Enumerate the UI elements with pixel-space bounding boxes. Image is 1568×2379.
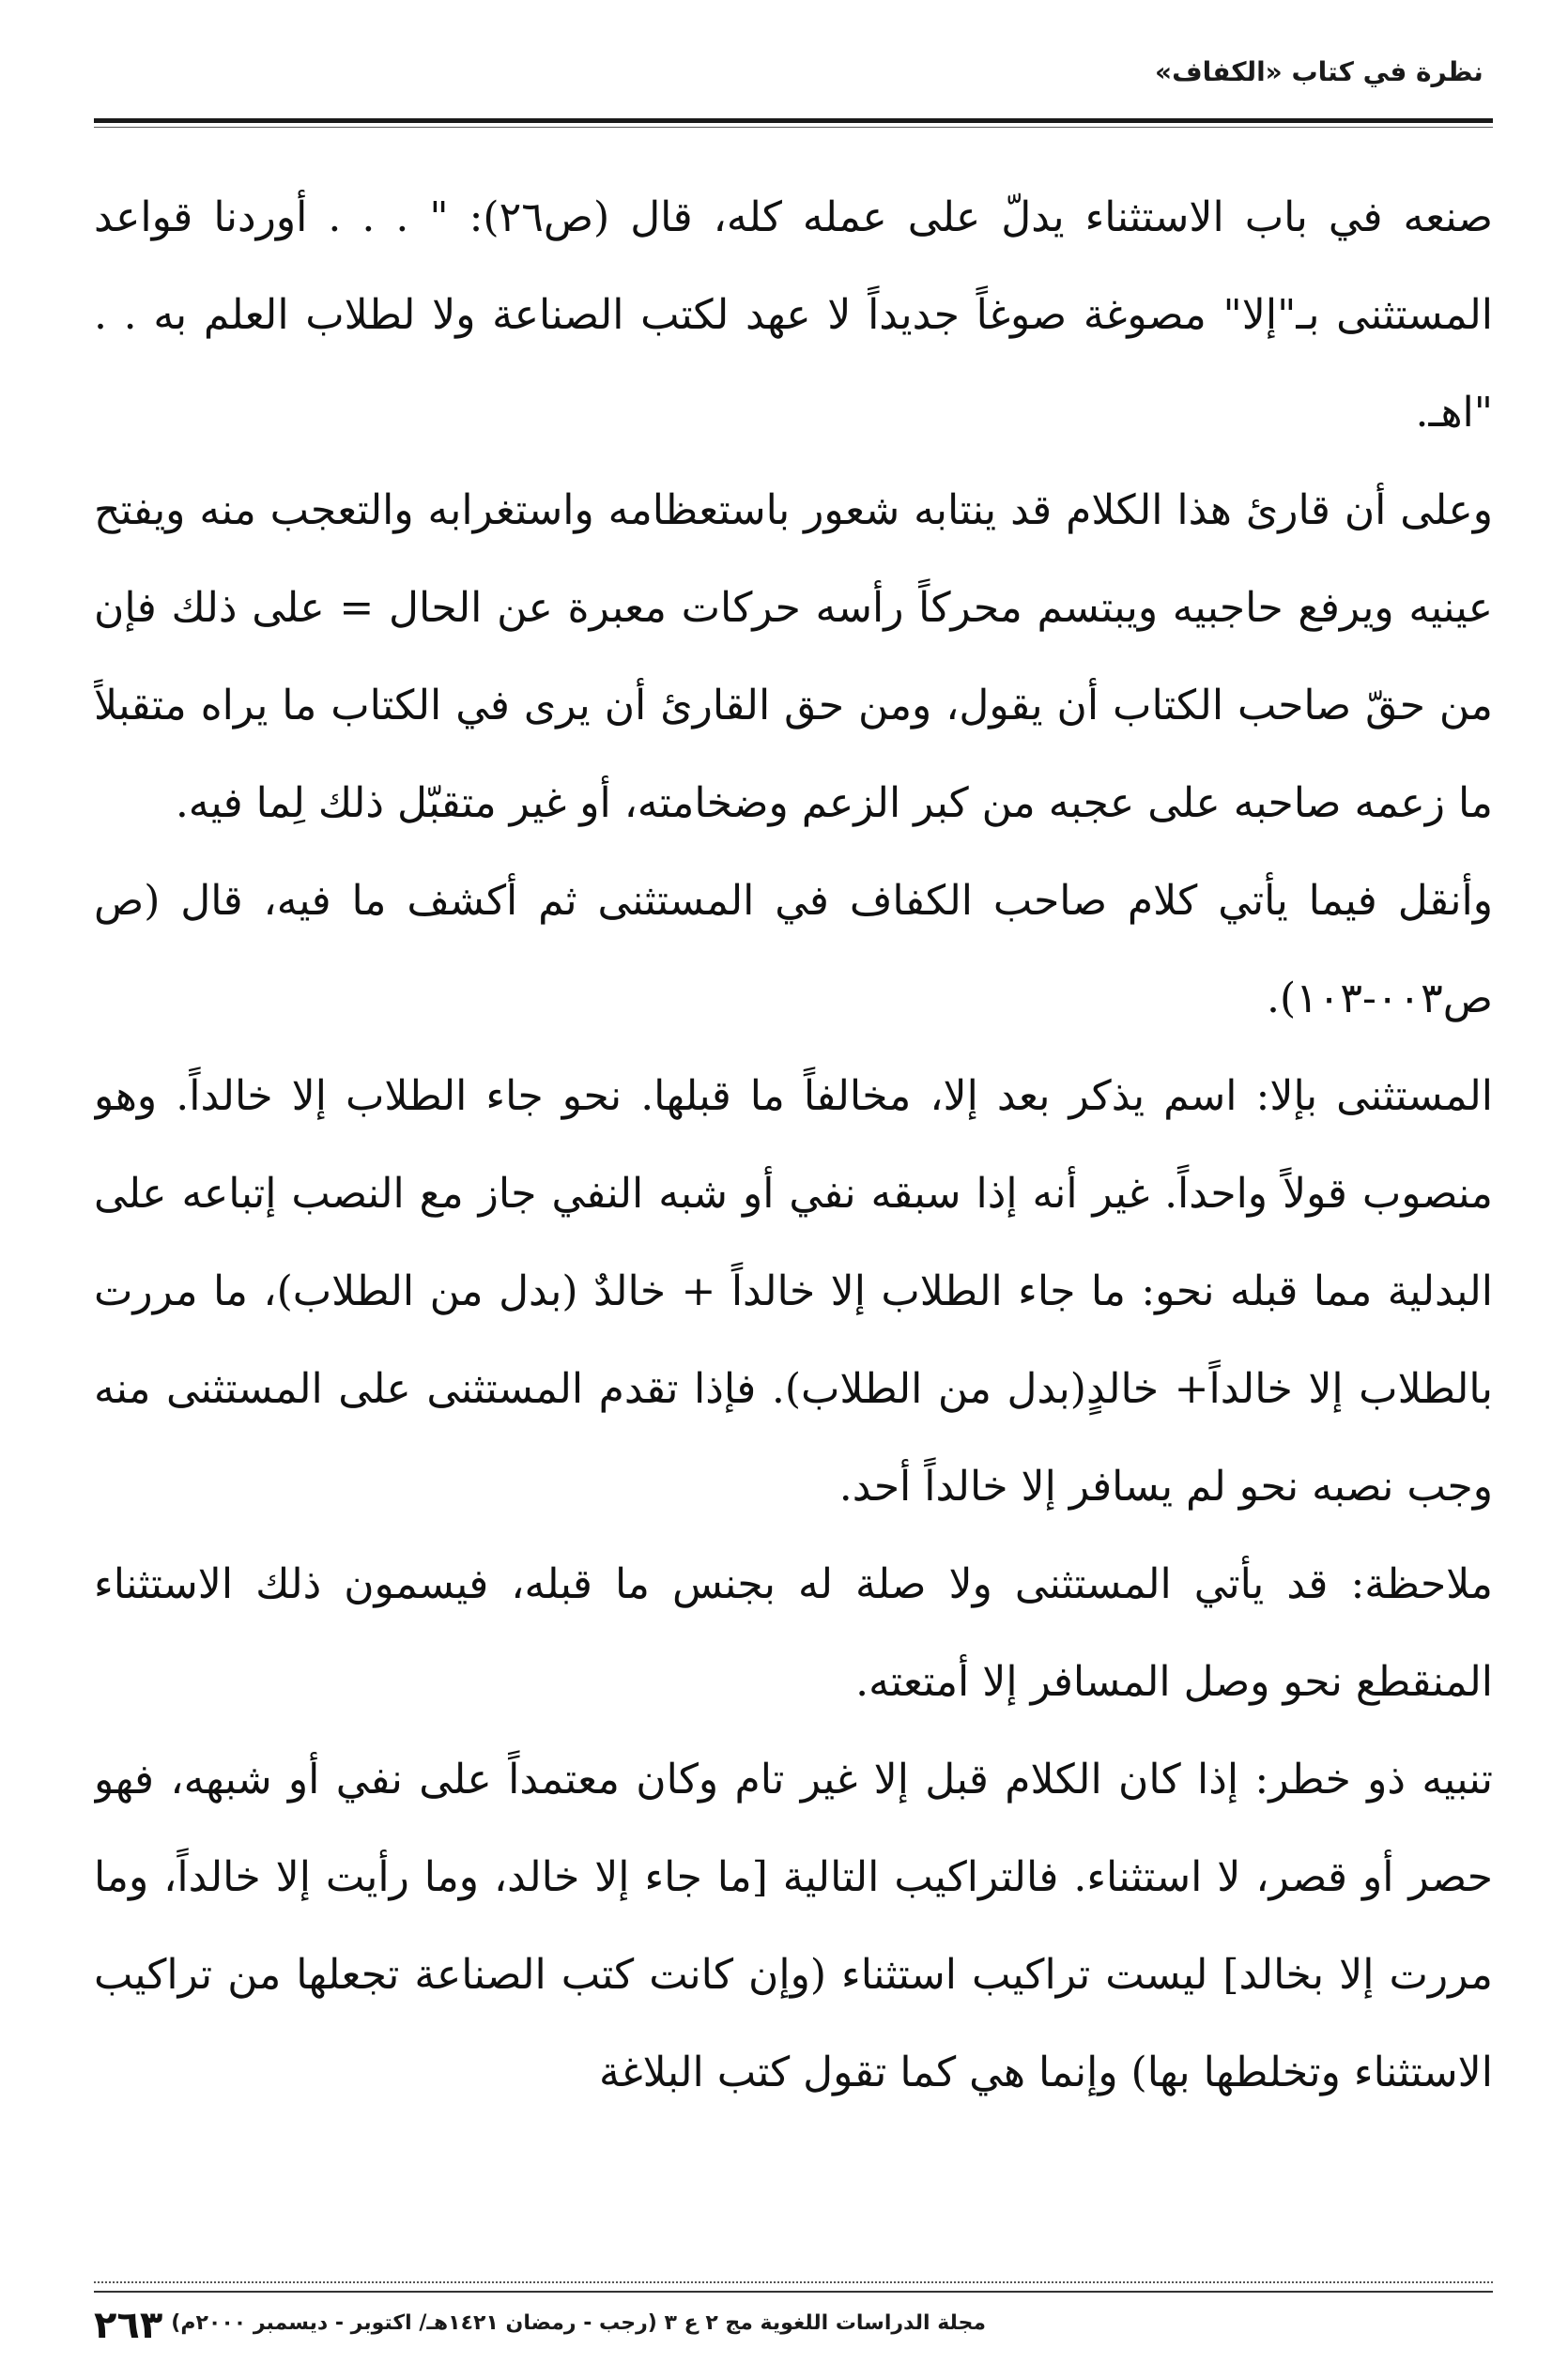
paragraph-2: وعلى أن قارئ هذا الكلام قد ينتابه شعور باستعظامه واستغرابه والتعجب منه ويفتح عينيه ويرفع حاجبيه ويبتسم محركاً رأسه حركات معبرة عن الحال = على ذلك فإن من حقّ صاحب الكتاب أن يقول، ومن حق القارئ أن يرى في الكتاب ما يراه متقبلاً ما زعمه صاحبه على عجبه من كبر الزعم وضخامته، أو غير متقبّل ذلك لِما فيه.	[94, 486, 1493, 827]
paragraph-6: تنبيه ذو خطر: إذا كان الكلام قبل إلا غير تام وكان معتمداً على نفي أو شبهه، فهو حصر أو قصر، لا استثناء. فالتراكيب التالية [ما جاء إلا خالد، وما رأيت إلا خالداً، وما مررت إلا بخالد] ليست تراكيب استثناء (وإن كانت كتب الصناعة تجعلها من تراكيب الاستثناء وتخلطها بها) وإنما هي كما تقول كتب البلاغة	[94, 1756, 1493, 2096]
header-rule-thin	[94, 127, 1493, 128]
page-number: ٢٦٣	[94, 2304, 163, 2347]
journal-citation: مجلة الدراسات اللغوية مج ٢ ع ٣ (رجب - رمضان ١٤٢١هـ/ اكتوبر - ديسمبر ٢٠٠٠م)	[171, 2311, 986, 2335]
paragraph-3: وأنقل فيما يأتي كلام صاحب الكفاف في المستثنى ثم أكشف ما فيه، قال (ص ص٠٠٣-١٠٣).	[94, 877, 1493, 1022]
footer-rule	[94, 2291, 1493, 2293]
header-rule-thick	[94, 118, 1493, 123]
paragraph-5: ملاحظة: قد يأتي المستثنى ولا صلة له بجنس ما قبله، فيسمون ذلك الاستثناء المنقطع نحو وصل المسافر إلا أمتعته.	[94, 1560, 1493, 1706]
footer-rule-dotted	[94, 2281, 1493, 2283]
paragraph-1: صنعه في باب الاستثناء يدلّ على عمله كله، قال (ص٢٦): " . . . أوردنا قواعد المستثنى بـ"إلا" مصوغة صوغاً جديداً لا عهد لكتب الصناعة ولا لطلاب العلم به . . "اهـ.	[94, 193, 1493, 437]
page-footer	[94, 2304, 1493, 2360]
paragraph-4: المستثنى بإلا: اسم يذكر بعد إلا، مخالفاً ما قبلها. نحو جاء الطلاب إلا خالداً. وهو منصوب قولاً واحداً. غير أنه إذا سبقه نفي أو شبه النفي جاز مع النصب إتباعه على البدلية مما قبله نحو: ما جاء الطلاب إلا خالداً + خالدٌ (بدل من الطلاب)، ما مررت بالطلاب إلا خالداً+ خالدٍ(بدل من الطلاب). فإذا تقدم المستثنى على المستثنى منه وجب نصبه نحو لم يسافر إلا خالداً أحد.	[94, 1072, 1493, 1511]
running-head: نظرة في كتاب «الكفاف»	[1155, 56, 1483, 87]
body-text	[94, 169, 1493, 2244]
